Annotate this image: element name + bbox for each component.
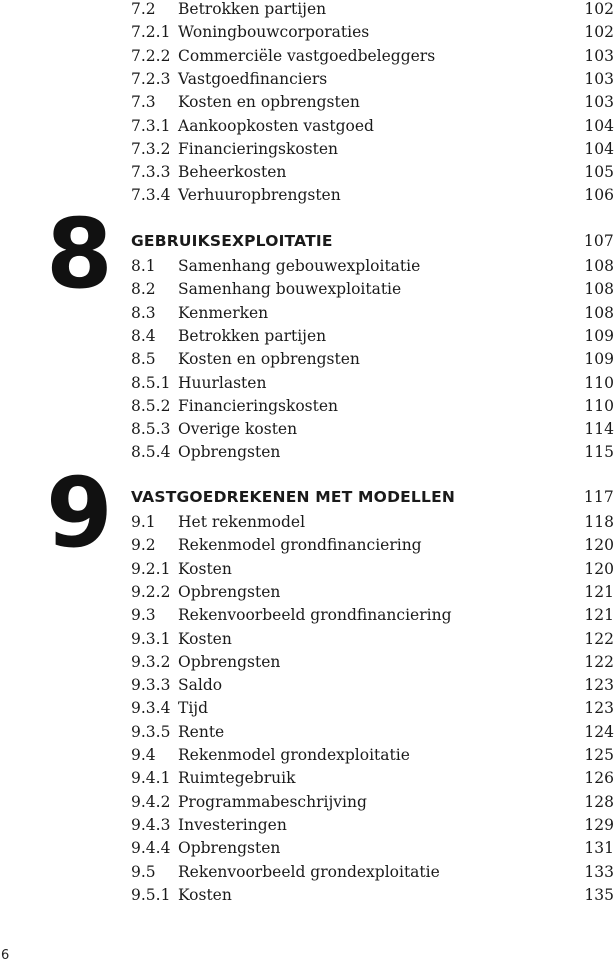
toc-page-number: 104 [584,116,614,135]
toc-entry-title: Woningbouwcorporaties [178,23,370,42]
toc-entry[interactable] [131,418,614,441]
toc-entry[interactable] [131,348,614,371]
toc-entry[interactable] [131,744,614,767]
toc-entry-number: 7.2.3 [131,69,171,88]
toc-entry[interactable] [131,255,614,278]
chapter-9-digit: 9 [46,457,113,569]
toc-page-number: 108 [584,257,614,275]
toc-entry-title: Rekenmodel grondexploitatie [178,746,410,764]
toc-page-number: 124 [584,722,614,741]
toc-entry-title: Saldo [178,676,223,695]
toc-entry[interactable] [131,581,614,604]
toc-entry-number: 8.1 [131,257,156,275]
toc-entry-number: 9.2.1 [131,559,171,578]
toc-entry-title: Huurlasten [178,373,267,392]
toc-page-number: 128 [584,792,614,811]
toc-entry-title: Betrokken partijen [178,326,327,345]
toc-page-number: 103 [584,93,614,112]
toc-entry[interactable] [131,837,614,860]
toc-entry[interactable] [131,91,614,114]
toc-page-number: 102 [584,23,614,42]
toc-entry-number: 9.3.3 [131,676,171,695]
toc-page-number: 106 [584,186,614,205]
toc-page-number: 120 [584,536,614,555]
toc-entry-number: 8.3 [131,303,156,322]
toc-entry[interactable] [131,68,614,91]
toc-entry-title: Financieringskosten [178,139,339,158]
toc-page-number: 129 [584,815,614,834]
toc-page-number: 108 [584,280,614,299]
toc-entry-title: Verhuuropbrengsten [178,186,341,205]
chapter-heading[interactable] [131,230,614,253]
toc-entry[interactable] [131,21,614,44]
toc-entry-number: 7.2.1 [131,23,171,42]
toc-entry-title: Rekenvoorbeeld grondexploitatie [178,862,440,881]
toc-page-number: 135 [584,885,614,904]
toc-page-number: 126 [584,769,614,788]
toc-entry-title: Opbrengsten [178,652,281,671]
toc-entry-number: 8.4 [131,326,156,345]
toc-entry-number: 9.3.4 [131,699,171,718]
toc-page-number: 107 [583,232,614,250]
toc-entry-number: 7.3.1 [131,116,171,135]
toc-entry-number: 7.3.3 [131,163,171,182]
toc-entry[interactable] [131,558,614,581]
toc-page-number: 131 [584,839,614,858]
toc-entry[interactable] [131,395,614,418]
toc-page-number: 117 [583,488,614,506]
toc-page-number: 105 [584,163,614,182]
toc-entry[interactable] [131,325,614,348]
toc-entry-title: Beheerkosten [178,163,287,182]
toc-entry-title: Commerciële vastgoedbeleggers [178,46,436,65]
toc-entry-title: Kosten [178,559,232,578]
toc-entry-title: Vastgoedfinanciers [178,69,328,88]
toc-entry-number: 9.3.1 [131,629,171,648]
toc-entry-number: 7.3.2 [131,139,171,158]
toc-entry-number: 8.5.2 [131,396,171,415]
toc-entry[interactable] [131,184,614,207]
toc-entry-title: Kosten en opbrengsten [178,93,360,112]
toc-entry[interactable] [131,674,614,697]
toc-page-number: 102 [584,0,614,18]
toc-entry-number: 9.4.1 [131,769,171,788]
toc-entry[interactable] [131,604,614,627]
toc-entry-title: Tijd [178,699,209,718]
toc-entry[interactable] [131,45,614,68]
toc-page-number: 123 [584,699,614,718]
toc-entry[interactable] [131,372,614,395]
toc-page-number: 109 [584,326,614,345]
toc-entry[interactable] [131,651,614,674]
toc-entry[interactable] [131,861,614,884]
toc-entry-number: 9.4.3 [131,815,171,834]
toc-page-number: 103 [584,46,614,65]
toc-page-number: 122 [584,652,614,671]
toc-entry-title: Kenmerken [178,303,269,322]
toc-entry-number: 8.5.1 [131,373,171,392]
toc-page-number: 125 [584,746,614,764]
toc-entry-title: Kosten [178,885,232,904]
toc-entry-number: 9.4 [131,746,156,764]
toc-page-number: 103 [584,69,614,88]
toc-entry-title: Investeringen [178,815,287,834]
chapter-title: VASTGOEDREKENEN MET MODELLEN [131,488,456,506]
page-number: 6 [1,948,10,963]
chapter-title: GEBRUIKSEXPLOITATIE [131,232,333,250]
toc-entry-title: Kosten en opbrengsten [178,350,360,369]
toc-page-number: 114 [584,420,614,439]
toc-entry-title: Ruimtegebruik [178,769,296,788]
toc-page-number: 109 [584,350,614,369]
toc-entry[interactable] [131,302,614,325]
toc-page-number: 122 [584,629,614,648]
toc-page-number: 121 [584,582,614,601]
toc-entry-number: 8.5.4 [131,443,171,462]
toc-entry-title: Het rekenmodel [178,513,306,531]
toc-entry-number: 9.3.5 [131,722,171,741]
toc-entry[interactable] [131,628,614,651]
toc-entry[interactable] [131,884,614,907]
toc-entry-number: 9.3 [131,606,156,625]
toc-page-number: 120 [584,559,614,578]
toc-entry-number: 8.5 [131,350,156,369]
toc-page-number: 118 [584,513,614,531]
toc-entry-number: 9.2.2 [131,582,171,601]
toc-entry-number: 9.1 [131,513,156,531]
toc-page-number: 121 [584,606,614,625]
toc-entry-number: 9.5 [131,862,156,881]
toc-entry-number: 9.4.2 [131,792,171,811]
toc-entry[interactable] [131,791,614,814]
toc-entry-number: 7.2 [131,0,156,18]
toc-entry-title: Aankoopkosten vastgoed [178,116,374,135]
toc-entry-number: 7.3.4 [131,186,171,205]
toc-entry-title: Opbrengsten [178,443,281,462]
toc-entry-number: 7.3 [131,93,156,112]
toc-entry[interactable] [131,0,614,21]
toc-page-number: 104 [584,139,614,158]
toc-entry-number: 8.2 [131,280,156,299]
toc-page-number: 133 [584,862,614,881]
toc-entry-title: Overige kosten [178,420,298,439]
toc-entry-number: 9.2 [131,536,156,555]
toc-entry-title: Rekenvoorbeeld grondfinanciering [178,606,452,625]
toc-entry[interactable] [131,138,614,161]
toc-entry[interactable] [131,161,614,184]
toc-entry-title: Opbrengsten [178,839,281,858]
toc-page-number: 110 [584,396,614,415]
toc-page-number: 110 [584,373,614,392]
toc-entry[interactable] [131,115,614,138]
toc-entry-title: Opbrengsten [178,582,281,601]
toc-entry[interactable] [131,441,614,464]
toc-entry-number: 9.5.1 [131,885,171,904]
toc-page-number: 108 [584,303,614,322]
toc-entry[interactable] [131,814,614,837]
toc-page-number: 123 [584,676,614,695]
toc-page-number: 115 [584,443,614,462]
toc-entry[interactable] [131,697,614,720]
toc-entry-title: Kosten [178,629,232,648]
toc-entry-title: Rente [178,722,225,741]
toc-entry-number: 9.3.2 [131,652,171,671]
toc-entry-title: Samenhang gebouwexploitatie [178,257,421,275]
toc-entry-number: 9.4.4 [131,839,171,858]
toc-entry[interactable] [131,721,614,744]
toc-entry[interactable] [131,534,614,557]
toc-entry-title: Rekenmodel grondfinanciering [178,536,422,555]
toc-entry[interactable] [131,278,614,301]
toc-entry-number: 7.2.2 [131,46,171,65]
toc-entry-title: Samenhang bouwexploitatie [178,280,402,299]
toc-entry-title: Betrokken partijen [178,0,327,18]
toc-entry[interactable] [131,511,614,534]
toc-entry[interactable] [131,767,614,790]
chapter-8-digit: 8 [46,198,113,310]
toc-entry-title: Financieringskosten [178,396,339,415]
chapter-heading[interactable] [131,486,614,509]
toc-entry-number: 8.5.3 [131,420,171,439]
toc-entry-title: Programmabeschrijving [178,792,367,811]
